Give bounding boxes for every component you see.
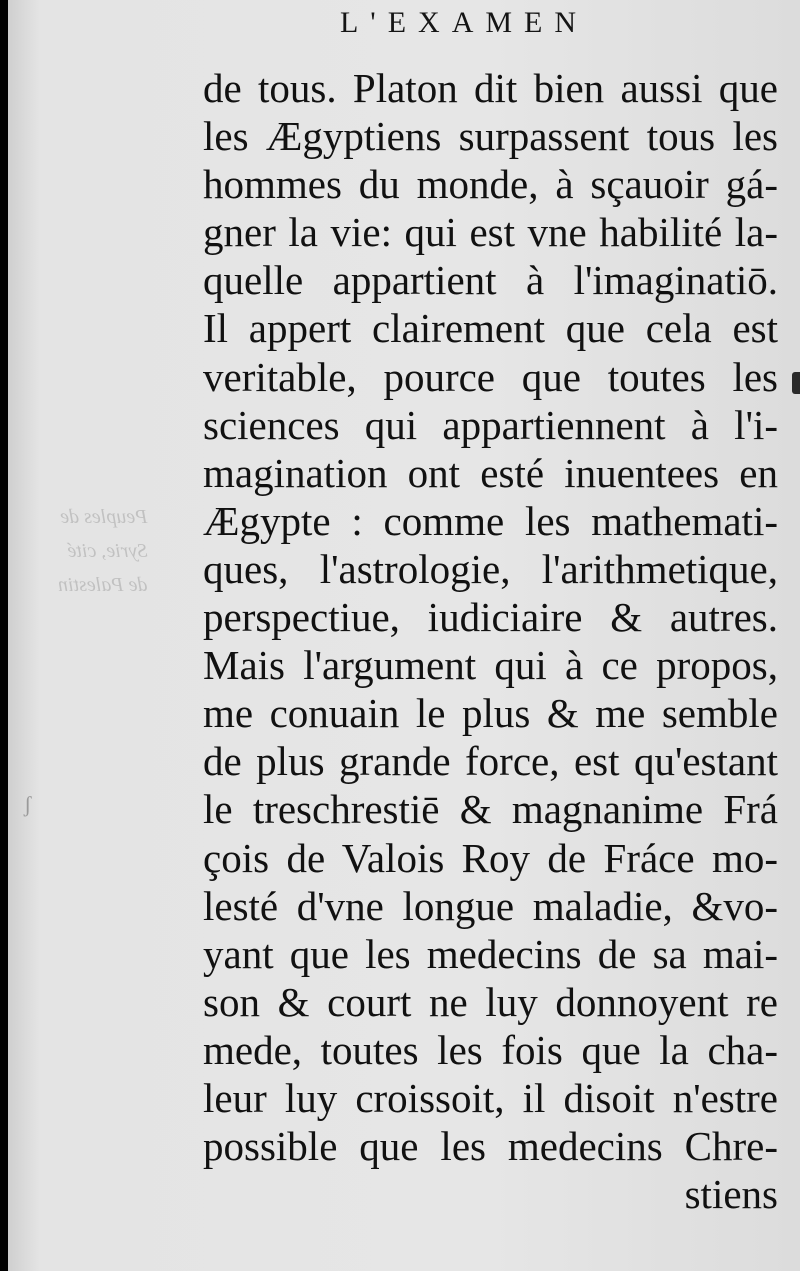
text-line: me conuain le plus & me semble: [203, 690, 778, 737]
text-line: perspectiue, iudiciaire & autres.: [203, 594, 778, 641]
bleed-through-marginalia: Peuples de Syrie, cité de Palestin: [58, 506, 148, 596]
text-line: son & court ne luy donnoyent re: [203, 978, 778, 1025]
body-text: [203, 64, 778, 1218]
text-line: gner la vie: qui est vne habilité la-: [203, 209, 778, 256]
text-line: hommes du monde, à sçauoir gá-: [203, 161, 778, 208]
text-line: mede, toutes les fois que la cha-: [203, 1026, 778, 1073]
text-line: les Ægyptiens surpassent tous les: [203, 113, 778, 160]
page-edge-tab: [792, 372, 800, 394]
catchword: stiens: [684, 1171, 778, 1218]
text-line: Mais l'argument qui à ce propos,: [203, 642, 778, 689]
text-line: leur luy croissoit, il disoit n'estre: [203, 1074, 778, 1121]
text-line: yant que les medecins de sa mai-: [203, 930, 778, 977]
text-line: magination ont esté inuentees en: [203, 449, 778, 496]
text-line: de plus grande force, est qu'estant: [203, 738, 778, 785]
text-line: le treschrestiē & magnanime Frá: [203, 786, 778, 833]
text-line: Il appert clairement que cela est: [203, 305, 778, 352]
text-line: de tous. Platon dit bien aussi que: [203, 65, 778, 111]
running-head: L'EXAMEN: [339, 6, 589, 39]
text-line: sciences qui appartiennent à l'i-: [203, 401, 778, 448]
text-line: çois de Valois Roy de Fráce mo-: [203, 834, 778, 881]
text-line: Ægypte : comme les mathemati-: [203, 497, 778, 544]
text-line: quelle appartient à l'imaginatiō.: [203, 257, 778, 304]
book-page: [8, 0, 800, 1271]
margin-stain: ʃ: [24, 792, 32, 817]
text-line: possible que les medecins Chre-: [203, 1123, 778, 1170]
text-line: lesté d'vne longue maladie, &vo-: [203, 882, 778, 929]
text-line: veritable, pource que toutes les: [203, 353, 778, 400]
text-line: ques, l'astrologie, l'arithmetique,: [203, 545, 778, 592]
